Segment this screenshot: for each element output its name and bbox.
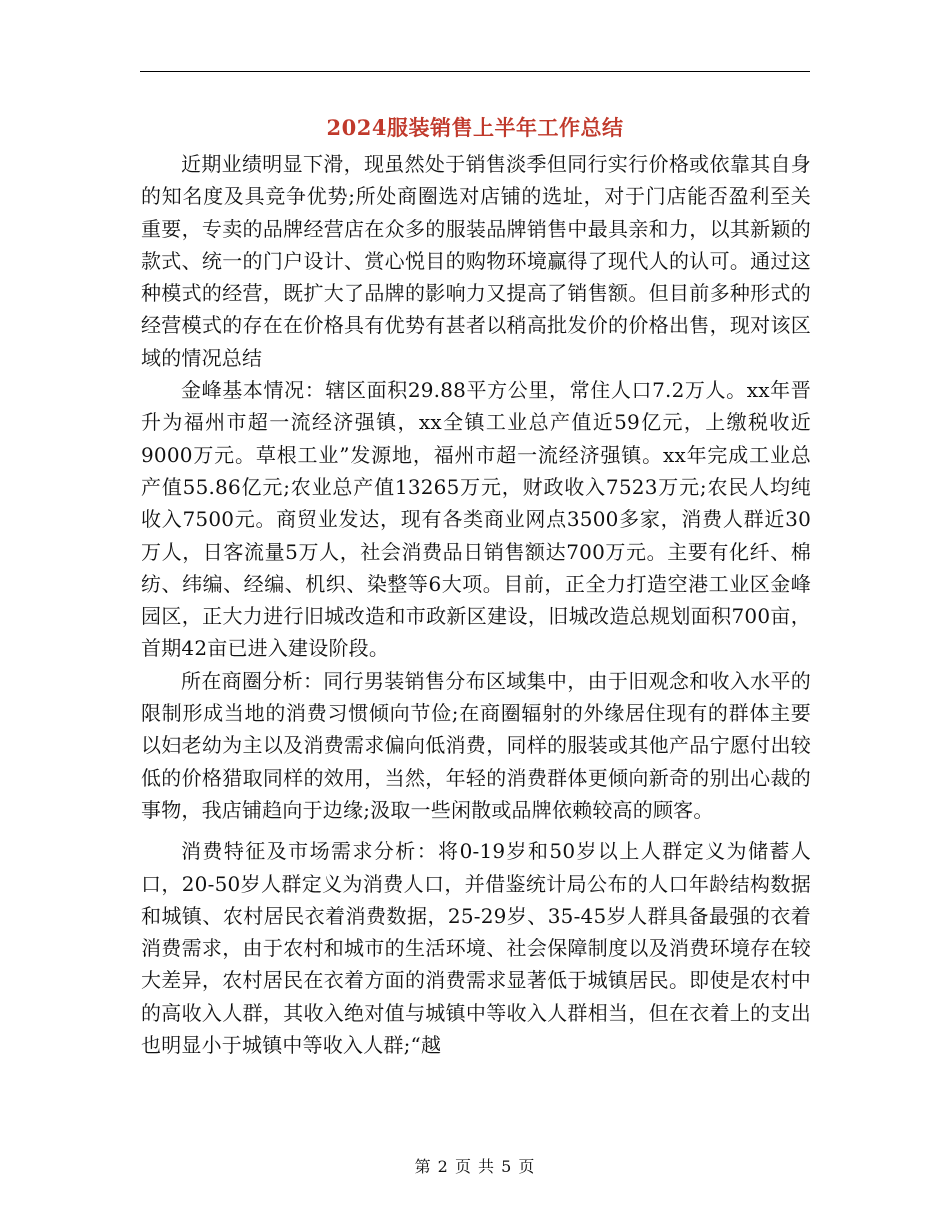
document-body bbox=[141, 148, 811, 1061]
paragraph-basic-info: 金峰基本情况：辖区面积29.88平方公里，常住人口7.2万人。xx年晋升为福州市超一流经济强镇，xx全镇工业总产值近59亿元，上缴税收近9000万元。草根工业”发源地，福州市超一流经济强镇。xx年完成工业总产值55.86亿元;农业总产值13265万元，财政收入7523万元;农民人均纯收入7500元。商贸业发达，现有各类商业网点3500多家，消费人群近30万人，日客流量5万人，社会消费品日销售额达700万元。主要有化纤、棉纺、纬编、经编、机织、染整等6大项。目前，正全力打造空港工业区金峰园区，正大力进行旧城改造和市政新区建设，旧城改造总规划面积700亩，首期42亩已进入建设阶段。 bbox=[141, 378, 811, 661]
page-footer: 第 2 页 共 5 页 bbox=[414, 1157, 536, 1176]
paragraph-trade-area: 所在商圈分析：同行男装销售分布区域集中，由于旧观念和收入水平的限制形成当地的消费习惯倾向节俭;在商圈辐射的外缘居住现有的群体主要以妇老幼为主以及消费需求偏向低消费，同样的服装或其他产品宁愿付出较低的价格猎取同样的效用，当然，年轻的消费群体更倾向新奇的别出心裁的事物，我店铺趋向于边缘;汲取一些闲散或品牌依赖较高的顾客。 bbox=[141, 668, 811, 822]
paragraph-intro: 近期业绩明显下滑，现虽然处于销售淡季但同行实行价格或依靠其自身的知名度及具竞争优势;所处商圈选对店铺的选址，对于门店能否盈利至关重要，专卖的品牌经营店在众多的服装品牌销售中最具亲和力，以其新颖的款式、统一的门户设计、赏心悦目的购物环境赢得了现代人的认可。通过这种模式的经营，既扩大了品牌的影响力又提高了销售额。但目前多种形式的经营模式的存在在价格具有优势有甚者以稍高批发价的价格出售，现对该区域的情况总结 bbox=[141, 152, 811, 370]
paragraph-consumption: 消费特征及市场需求分析：将0-19岁和50岁以上人群定义为储蓄人口，20-50岁人群定义为消费人口，并借鉴统计局公布的人口年龄结构数据和城镇、农村居民衣着消费数据，25-29岁、35-45岁人群具备最强的衣着消费需求，由于农村和城市的生活环境、社会保障制度以及消费环境存在较大差异，农村居民在衣着方面的消费需求显著低于城镇居民。即使是农村中的高收入人群，其收入绝对值与城镇中等收入人群相当，但在衣着上的支出也明显小于城镇中等收入人群;“越 bbox=[141, 839, 811, 1058]
header-rule bbox=[140, 71, 810, 72]
document-title: 2024服装销售上半年工作总结 bbox=[326, 115, 624, 140]
